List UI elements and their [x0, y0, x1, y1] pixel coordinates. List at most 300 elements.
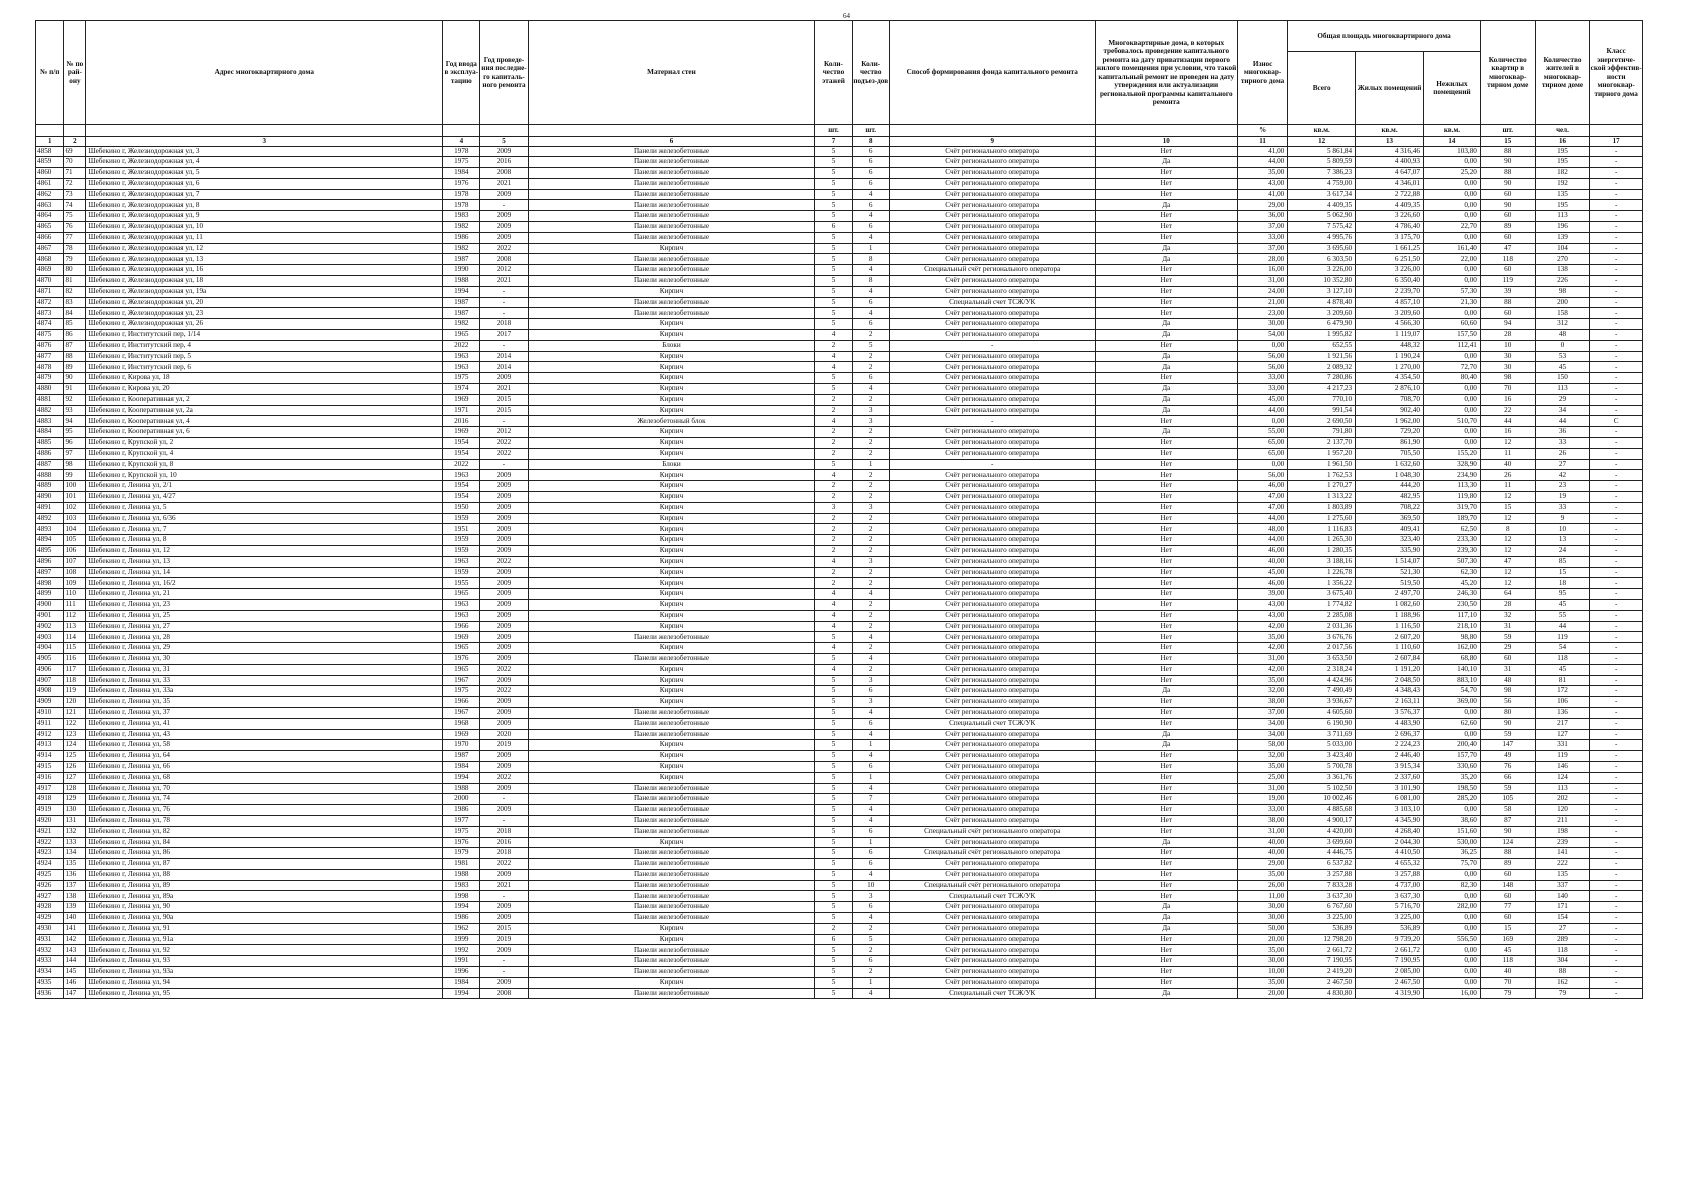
cell-apartments: 12 — [1480, 513, 1535, 524]
cell-area-nonliving: 0,00 — [1423, 729, 1480, 740]
cell-n-pp: 4933 — [36, 956, 64, 967]
cell-apartments: 44 — [1480, 416, 1535, 427]
cell-fund-method: Счёт регионального оператора — [889, 286, 1095, 297]
cell-repair-needed: Нет — [1095, 232, 1237, 243]
table-row — [36, 567, 1643, 578]
cell-wear: 38,00 — [1237, 697, 1287, 708]
cell-year-built: 1975 — [443, 373, 480, 384]
cell-wall-material: Панели железобетонные — [528, 211, 815, 222]
cell-energy-class: - — [1590, 427, 1643, 438]
cell-wear: 23,00 — [1237, 308, 1287, 319]
cell-entrances: 2 — [852, 330, 889, 341]
cell-wear: 32,00 — [1237, 686, 1287, 697]
cell-n-pp: 4881 — [36, 394, 64, 405]
cell-entrances: 6 — [852, 168, 889, 179]
cell-residents: 304 — [1535, 956, 1590, 967]
cell-year-built: 1978 — [443, 189, 480, 200]
cell-floors: 2 — [815, 535, 852, 546]
cell-area-nonliving: 0,00 — [1423, 945, 1480, 956]
cell-repair-needed: Нет — [1095, 934, 1237, 945]
table-row — [36, 977, 1643, 988]
cell-area-living: 335,90 — [1356, 545, 1424, 556]
cell-energy-class: - — [1590, 718, 1643, 729]
cell-n-pp: 4878 — [36, 362, 64, 373]
cell-wall-material: Панели железобетонные — [528, 891, 815, 902]
cell-area-nonliving: 16,00 — [1423, 988, 1480, 999]
cell-repair-needed: Нет — [1095, 664, 1237, 675]
cell-year-repair: 2008 — [480, 254, 528, 265]
cell-apartments: 64 — [1480, 589, 1535, 600]
cell-residents: 118 — [1535, 945, 1590, 956]
cell-entrances: 3 — [852, 416, 889, 427]
table-row — [36, 427, 1643, 438]
cell-floors: 2 — [815, 394, 852, 405]
cell-year-built: 1954 — [443, 438, 480, 449]
cell-wall-material: Панели железобетонные — [528, 297, 815, 308]
cell-address: Шебекино г, Ленина ул, 28 — [86, 632, 443, 643]
cell-n-pp: 4874 — [36, 319, 64, 330]
cell-wear: 44,00 — [1237, 405, 1287, 416]
cell-year-built: 1965 — [443, 330, 480, 341]
cell-area-nonliving: 22,00 — [1423, 254, 1480, 265]
table-row — [36, 923, 1643, 934]
cell-area-living: 4 316,46 — [1356, 146, 1424, 157]
table-row — [36, 351, 1643, 362]
cell-n-pp: 4887 — [36, 459, 64, 470]
header-n-district: № по рай-ону — [64, 21, 86, 125]
cell-apartments: 90 — [1480, 200, 1535, 211]
cell-year-repair: 2009 — [480, 643, 528, 654]
cell-energy-class: - — [1590, 869, 1643, 880]
table-row — [36, 189, 1643, 200]
cell-entrances: 4 — [852, 286, 889, 297]
cell-wear: 45,00 — [1237, 567, 1287, 578]
cell-area-nonliving: 98,80 — [1423, 632, 1480, 643]
cell-area-nonliving: 0,00 — [1423, 438, 1480, 449]
cell-fund-method: Специальный счет ТСЖ/УК — [889, 718, 1095, 729]
cell-n-pp: 4917 — [36, 783, 64, 794]
cell-area-nonliving: 45,20 — [1423, 578, 1480, 589]
cell-wear: 42,00 — [1237, 621, 1287, 632]
cell-entrances: 6 — [852, 146, 889, 157]
cell-year-built: 1974 — [443, 384, 480, 395]
cell-address: Шебекино г, Ленина ул, 23 — [86, 599, 443, 610]
cell-energy-class: - — [1590, 351, 1643, 362]
cell-year-built: 1971 — [443, 405, 480, 416]
cell-area-nonliving: 0,00 — [1423, 157, 1480, 168]
cell-wall-material: Кирпич — [528, 977, 815, 988]
cell-entrances: 6 — [852, 686, 889, 697]
cell-year-repair: 2009 — [480, 761, 528, 772]
cell-floors: 5 — [815, 805, 852, 816]
cell-year-built: 1982 — [443, 319, 480, 330]
cell-year-built: 1996 — [443, 967, 480, 978]
cell-entrances: 4 — [852, 751, 889, 762]
cell-year-built: 1967 — [443, 707, 480, 718]
cell-year-built: 1983 — [443, 880, 480, 891]
cell-energy-class: - — [1590, 891, 1643, 902]
cell-fund-method: Счёт регионального оператора — [889, 384, 1095, 395]
cell-floors: 5 — [815, 686, 852, 697]
cell-n-district: 125 — [64, 751, 86, 762]
cell-wear: 39,00 — [1237, 589, 1287, 600]
cell-n-district: 79 — [64, 254, 86, 265]
cell-fund-method: Счёт регионального оператора — [889, 664, 1095, 675]
cell-residents: 140 — [1535, 891, 1590, 902]
cell-floors: 5 — [815, 243, 852, 254]
column-number: 15 — [1480, 137, 1535, 147]
cell-year-repair: 2022 — [480, 556, 528, 567]
table-row — [36, 783, 1643, 794]
table-row — [36, 545, 1643, 556]
cell-energy-class: - — [1590, 405, 1643, 416]
cell-wear: 26,00 — [1237, 880, 1287, 891]
cell-area-nonliving: 239,30 — [1423, 545, 1480, 556]
cell-wall-material: Панели железобетонные — [528, 157, 815, 168]
cell-residents: 182 — [1535, 168, 1590, 179]
cell-fund-method: Специальный счёт регионального оператора — [889, 848, 1095, 859]
table-row — [36, 405, 1643, 416]
cell-n-district: 127 — [64, 772, 86, 783]
cell-wear: 40,00 — [1237, 837, 1287, 848]
cell-floors: 5 — [815, 384, 852, 395]
cell-entrances: 2 — [852, 470, 889, 481]
cell-address: Шебекино г, Ленина ул, 93 — [86, 956, 443, 967]
cell-area-living: 902,40 — [1356, 405, 1424, 416]
cell-n-district: 136 — [64, 869, 86, 880]
cell-area-total: 1 803,89 — [1288, 502, 1356, 513]
cell-wear: 20,00 — [1237, 934, 1287, 945]
cell-floors: 5 — [815, 459, 852, 470]
table-row — [36, 967, 1643, 978]
cell-n-district: 119 — [64, 686, 86, 697]
cell-residents: 104 — [1535, 243, 1590, 254]
column-number: 9 — [889, 137, 1095, 147]
cell-residents: 124 — [1535, 772, 1590, 783]
cell-year-repair: 2014 — [480, 362, 528, 373]
cell-fund-method: Счёт регионального оператора — [889, 794, 1095, 805]
cell-n-pp: 4908 — [36, 686, 64, 697]
column-number: 6 — [528, 137, 815, 147]
cell-wear: 0,00 — [1237, 340, 1287, 351]
cell-area-total: 4 424,96 — [1288, 675, 1356, 686]
cell-n-district: 82 — [64, 286, 86, 297]
cell-n-district: 84 — [64, 308, 86, 319]
cell-year-repair: 2009 — [480, 373, 528, 384]
cell-floors: 2 — [815, 513, 852, 524]
cell-entrances: 4 — [852, 189, 889, 200]
cell-entrances: 4 — [852, 232, 889, 243]
cell-repair-needed: Да — [1095, 686, 1237, 697]
cell-wear: 33,00 — [1237, 384, 1287, 395]
cell-entrances: 1 — [852, 740, 889, 751]
cell-area-living: 2 239,70 — [1356, 286, 1424, 297]
cell-year-repair: 2018 — [480, 826, 528, 837]
cell-year-built: 1975 — [443, 826, 480, 837]
cell-year-built: 1963 — [443, 610, 480, 621]
cell-energy-class: - — [1590, 168, 1643, 179]
cell-entrances: 2 — [852, 362, 889, 373]
cell-wall-material: Кирпич — [528, 923, 815, 934]
cell-floors: 5 — [815, 276, 852, 287]
cell-wall-material: Панели железобетонные — [528, 869, 815, 880]
column-number: 4 — [443, 137, 480, 147]
cell-area-living: 3 257,88 — [1356, 869, 1424, 880]
cell-floors: 4 — [815, 599, 852, 610]
cell-year-built: 1976 — [443, 178, 480, 189]
cell-area-nonliving: 0,00 — [1423, 707, 1480, 718]
cell-apartments: 59 — [1480, 729, 1535, 740]
cell-residents: 81 — [1535, 675, 1590, 686]
cell-apartments: 60 — [1480, 913, 1535, 924]
cell-wall-material: Панели железобетонные — [528, 232, 815, 243]
cell-area-living: 2 224,23 — [1356, 740, 1424, 751]
table-row — [36, 286, 1643, 297]
cell-fund-method: Специальный счёт регионального оператора — [889, 265, 1095, 276]
cell-address: Шебекино г, Ленина ул, 27 — [86, 621, 443, 632]
cell-wall-material: Панели железобетонные — [528, 988, 815, 999]
cell-area-nonliving: 62,60 — [1423, 718, 1480, 729]
cell-area-living: 3 175,70 — [1356, 232, 1424, 243]
cell-repair-needed: Нет — [1095, 178, 1237, 189]
cell-repair-needed: Нет — [1095, 265, 1237, 276]
cell-area-total: 6 537,82 — [1288, 859, 1356, 870]
cell-entrances: 6 — [852, 956, 889, 967]
cell-address: Шебекино г, Железнодорожная ул, 6 — [86, 178, 443, 189]
cell-fund-method: Счёт регионального оператора — [889, 621, 1095, 632]
cell-year-repair: - — [480, 956, 528, 967]
cell-area-total: 5 062,90 — [1288, 211, 1356, 222]
cell-energy-class: - — [1590, 761, 1643, 772]
column-number: 12 — [1288, 137, 1356, 147]
table-row — [36, 222, 1643, 233]
cell-n-pp: 4925 — [36, 869, 64, 880]
cell-n-district: 117 — [64, 664, 86, 675]
cell-year-built: 1984 — [443, 977, 480, 988]
cell-n-pp: 4927 — [36, 891, 64, 902]
cell-area-total: 2 137,70 — [1288, 438, 1356, 449]
cell-residents: 135 — [1535, 869, 1590, 880]
cell-year-built: 1978 — [443, 200, 480, 211]
cell-year-repair: 2009 — [480, 805, 528, 816]
cell-area-total: 7 386,23 — [1288, 168, 1356, 179]
cell-fund-method: Счёт регионального оператора — [889, 243, 1095, 254]
cell-energy-class: - — [1590, 934, 1643, 945]
table-row — [36, 438, 1643, 449]
cell-wear: 34,00 — [1237, 718, 1287, 729]
cell-floors: 5 — [815, 178, 852, 189]
cell-year-repair: 2018 — [480, 848, 528, 859]
cell-area-nonliving: 0,00 — [1423, 869, 1480, 880]
cell-area-total: 3 695,60 — [1288, 243, 1356, 254]
cell-repair-needed: Нет — [1095, 416, 1237, 427]
cell-wear: 58,00 — [1237, 740, 1287, 751]
cell-area-living: 1 191,20 — [1356, 664, 1424, 675]
cell-area-nonliving: 151,60 — [1423, 826, 1480, 837]
table-row — [36, 664, 1643, 675]
table-row — [36, 956, 1643, 967]
cell-n-district: 106 — [64, 545, 86, 556]
cell-area-nonliving: 68,80 — [1423, 653, 1480, 664]
cell-area-nonliving: 200,40 — [1423, 740, 1480, 751]
cell-wall-material: Кирпич — [528, 438, 815, 449]
cell-n-pp: 4865 — [36, 222, 64, 233]
cell-apartments: 90 — [1480, 178, 1535, 189]
cell-residents: 0 — [1535, 340, 1590, 351]
cell-year-built: 1986 — [443, 805, 480, 816]
cell-entrances: 3 — [852, 405, 889, 416]
cell-entrances: 2 — [852, 427, 889, 438]
cell-repair-needed: Да — [1095, 913, 1237, 924]
cell-year-repair: 2021 — [480, 276, 528, 287]
cell-wall-material: Блоки — [528, 459, 815, 470]
cell-area-nonliving: 113,30 — [1423, 481, 1480, 492]
cell-wall-material: Панели железобетонные — [528, 913, 815, 924]
cell-year-repair: 2021 — [480, 384, 528, 395]
cell-area-total: 3 699,60 — [1288, 837, 1356, 848]
cell-residents: 106 — [1535, 697, 1590, 708]
cell-n-district: 132 — [64, 826, 86, 837]
cell-wall-material: Панели железобетонные — [528, 254, 815, 265]
cell-apartments: 39 — [1480, 286, 1535, 297]
cell-wear: 0,00 — [1237, 459, 1287, 470]
cell-year-repair: 2009 — [480, 718, 528, 729]
unit-area-living: кв.м. — [1356, 125, 1424, 137]
cell-residents: 127 — [1535, 729, 1590, 740]
cell-area-nonliving: 38,60 — [1423, 815, 1480, 826]
cell-wall-material: Кирпич — [528, 351, 815, 362]
cell-energy-class: - — [1590, 502, 1643, 513]
cell-area-total: 1 270,27 — [1288, 481, 1356, 492]
cell-wear: 29,00 — [1237, 859, 1287, 870]
cell-wall-material: Панели железобетонные — [528, 200, 815, 211]
cell-wall-material: Панели железобетонные — [528, 956, 815, 967]
cell-n-district: 143 — [64, 945, 86, 956]
cell-year-built: 1982 — [443, 222, 480, 233]
cell-year-built: 1951 — [443, 524, 480, 535]
cell-wall-material: Кирпич — [528, 362, 815, 373]
cell-energy-class: - — [1590, 297, 1643, 308]
cell-energy-class: - — [1590, 470, 1643, 481]
cell-address: Шебекино г, Кооперативная ул, 2а — [86, 405, 443, 416]
cell-wear: 50,00 — [1237, 923, 1287, 934]
cell-wall-material: Панели железобетонные — [528, 805, 815, 816]
cell-residents: 139 — [1535, 232, 1590, 243]
cell-wear: 48,00 — [1237, 524, 1287, 535]
cell-year-built: 1959 — [443, 567, 480, 578]
cell-wear: 35,00 — [1237, 977, 1287, 988]
cell-year-repair: 2022 — [480, 243, 528, 254]
cell-n-pp: 4913 — [36, 740, 64, 751]
cell-fund-method: Счёт регионального оператора — [889, 211, 1095, 222]
cell-area-total: 2 467,50 — [1288, 977, 1356, 988]
cell-year-repair: - — [480, 286, 528, 297]
cell-year-built: 1994 — [443, 988, 480, 999]
cell-area-living: 4 410,50 — [1356, 848, 1424, 859]
cell-area-living: 3 576,37 — [1356, 707, 1424, 718]
cell-n-district: 109 — [64, 578, 86, 589]
cell-address: Шебекино г, Железнодорожная ул, 13 — [86, 254, 443, 265]
cell-area-total: 4 900,17 — [1288, 815, 1356, 826]
cell-repair-needed: Нет — [1095, 848, 1237, 859]
cell-year-repair: 2015 — [480, 923, 528, 934]
cell-floors: 5 — [815, 967, 852, 978]
cell-n-district: 140 — [64, 913, 86, 924]
cell-fund-method: - — [889, 459, 1095, 470]
cell-entrances: 2 — [852, 492, 889, 503]
cell-year-repair: 2020 — [480, 729, 528, 740]
cell-energy-class: - — [1590, 373, 1643, 384]
cell-year-built: 1970 — [443, 740, 480, 751]
cell-area-nonliving: 75,70 — [1423, 859, 1480, 870]
cell-fund-method: Счёт регионального оператора — [889, 643, 1095, 654]
cell-wear: 47,00 — [1237, 502, 1287, 513]
cell-entrances: 2 — [852, 448, 889, 459]
cell-wall-material: Панели железобетонные — [528, 265, 815, 276]
cell-n-pp: 4916 — [36, 772, 64, 783]
cell-n-district: 113 — [64, 621, 86, 632]
cell-entrances: 6 — [852, 373, 889, 384]
cell-n-pp: 4868 — [36, 254, 64, 265]
cell-floors: 4 — [815, 621, 852, 632]
cell-area-total: 4 885,68 — [1288, 805, 1356, 816]
cell-apartments: 148 — [1480, 880, 1535, 891]
column-number: 14 — [1423, 137, 1480, 147]
cell-area-total: 3 226,00 — [1288, 265, 1356, 276]
header-fund-method: Способ формирования фонда капитального ремонта — [889, 21, 1095, 125]
cell-wear: 56,00 — [1237, 351, 1287, 362]
unit-entrances: шт. — [852, 125, 889, 137]
table-row — [36, 859, 1643, 870]
cell-fund-method: Счёт регионального оператора — [889, 146, 1095, 157]
cell-n-district: 89 — [64, 362, 86, 373]
cell-area-living: 2 661,72 — [1356, 945, 1424, 956]
cell-wall-material: Панели железобетонные — [528, 902, 815, 913]
cell-wall-material: Панели железобетонные — [528, 308, 815, 319]
cell-n-district: 124 — [64, 740, 86, 751]
cell-area-total: 12 798,20 — [1288, 934, 1356, 945]
cell-address: Шебекино г, Ленина ул, 31 — [86, 664, 443, 675]
cell-n-pp: 4904 — [36, 643, 64, 654]
cell-apartments: 70 — [1480, 977, 1535, 988]
cell-year-built: 1962 — [443, 923, 480, 934]
cell-year-built: 1988 — [443, 276, 480, 287]
cell-wear: 24,00 — [1237, 286, 1287, 297]
cell-residents: 113 — [1535, 211, 1590, 222]
cell-year-repair: 2015 — [480, 405, 528, 416]
cell-year-repair: 2016 — [480, 837, 528, 848]
cell-wall-material: Кирпич — [528, 556, 815, 567]
column-number: 16 — [1535, 137, 1590, 147]
cell-energy-class: - — [1590, 319, 1643, 330]
cell-energy-class: - — [1590, 945, 1643, 956]
table-row — [36, 265, 1643, 276]
cell-year-built: 1965 — [443, 589, 480, 600]
cell-wall-material: Кирпич — [528, 243, 815, 254]
cell-area-total: 7 575,42 — [1288, 222, 1356, 233]
cell-year-repair: 2009 — [480, 599, 528, 610]
cell-fund-method: Счёт регионального оператора — [889, 513, 1095, 524]
cell-entrances: 8 — [852, 276, 889, 287]
cell-repair-needed: Нет — [1095, 340, 1237, 351]
cell-residents: 15 — [1535, 567, 1590, 578]
cell-entrances: 6 — [852, 718, 889, 729]
column-number-row — [36, 137, 1643, 147]
cell-year-repair: - — [480, 308, 528, 319]
cell-n-district: 100 — [64, 481, 86, 492]
cell-apartments: 10 — [1480, 340, 1535, 351]
cell-entrances: 8 — [852, 254, 889, 265]
